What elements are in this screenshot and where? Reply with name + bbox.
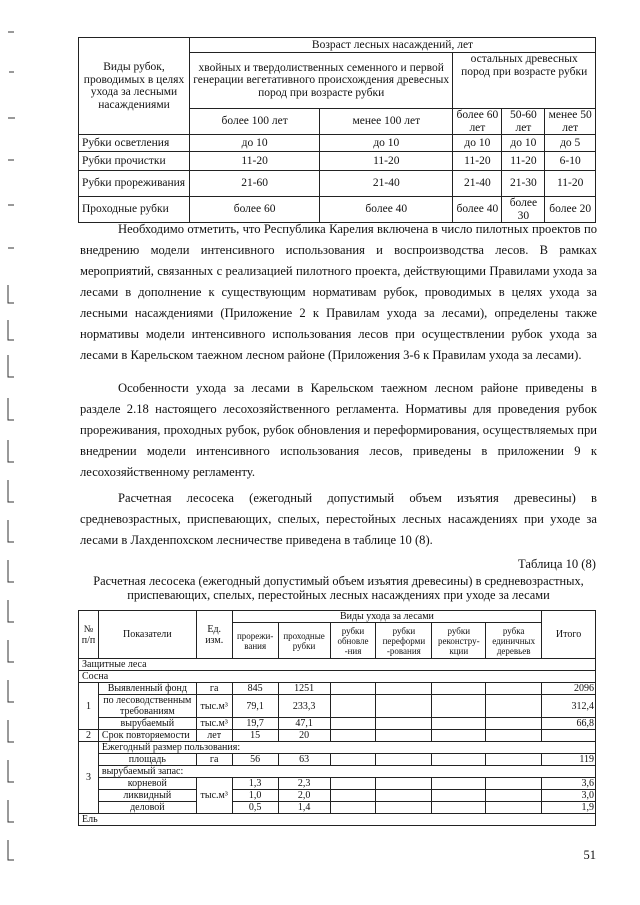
cell <box>376 730 432 742</box>
indicator-label: по лесоводственным требованиям <box>98 695 196 718</box>
cell: 0,5 <box>232 802 278 814</box>
cell: до 10 <box>320 135 453 152</box>
table-row <box>79 802 596 814</box>
indicator-label: Выявленный фонд <box>98 683 196 695</box>
cell <box>486 778 542 790</box>
cutting-age-table <box>78 37 596 223</box>
row-number: 1 <box>79 683 99 730</box>
indicator-group-label: вырубаемый запас: <box>98 766 595 778</box>
table-title: Расчетная лесосека (ежегодный допустимый объем изъятия древесины) в средневозрастных, приспевающих, спелых, перестойных лесных насаждениях при уходе за лесами <box>93 574 584 602</box>
row-name: Проходные рубки <box>79 197 190 223</box>
unit-cell: тыс.м³ <box>196 718 232 730</box>
cell: 233,3 <box>278 695 330 718</box>
kind-header: рубки реконстру-кции <box>432 623 486 659</box>
age-group-header: Возраст лесных насаждений, лет <box>190 38 596 53</box>
indicator-group-label: Ежегодный размер пользования: <box>98 742 595 754</box>
species-row: Ель <box>79 814 596 826</box>
row-number: 2 <box>79 730 99 742</box>
cell <box>432 790 486 802</box>
body-paragraph-3: Расчетная лесосека (ежегодный допустимый объем изъятия древесины) в средневозрастных, приспевающих, спелых, перестойных лесных насаждениях при уходе за лесами в Лахденпохском лесничестве приведена в таблице 10 (8). <box>80 491 597 547</box>
kind-header: рубки обновле -ния <box>330 623 376 659</box>
table-row <box>79 754 596 766</box>
indicator-label: корневой <box>98 778 196 790</box>
cell: до 10 <box>453 135 502 152</box>
unit-cell: га <box>196 754 232 766</box>
section-row: Защитные леса <box>79 659 596 671</box>
cell: 2,0 <box>278 790 330 802</box>
cell: 11-20 <box>320 152 453 171</box>
allowable-cut-table <box>78 610 596 826</box>
cell <box>432 683 486 695</box>
indicator-label: ликвидный <box>98 790 196 802</box>
cell: 11-20 <box>453 152 502 171</box>
cell <box>376 695 432 718</box>
cell: 11-20 <box>190 152 320 171</box>
cell: 63 <box>278 754 330 766</box>
cell <box>330 718 376 730</box>
cell: 11-20 <box>502 152 545 171</box>
cell: более 60 <box>190 197 320 223</box>
cell <box>486 683 542 695</box>
cell <box>330 730 376 742</box>
indicator-label: Срок повторяемости <box>98 730 196 742</box>
species-row: Сосна <box>79 671 596 683</box>
cell: 1,4 <box>278 802 330 814</box>
cell: более 40 <box>453 197 502 223</box>
cell <box>432 754 486 766</box>
age-subheader: более 100 лет <box>190 109 320 135</box>
total-cell: 3,6 <box>542 778 596 790</box>
age-subheader: более 60 лет <box>453 109 502 135</box>
cell: 21-30 <box>502 171 545 197</box>
cell: 21-40 <box>453 171 502 197</box>
age-subheader: менее 100 лет <box>320 109 453 135</box>
cutting-type-header: Виды рубок, проводимых в целях ухода за лесными насаждениями <box>79 38 190 135</box>
indicator-label: вырубаемый <box>98 718 196 730</box>
body-paragraph-2: Особенности ухода за лесами в Карельском таежном лесном районе приведены в разделе 2.18 настоящего лесохозяйственного регламента. Нормативы для проведения рубок прореживания, проходных рубок, рубок обновления и переформирования, осуществляемых при внедрении модели интенсивного использования лесов, приведены в приложении 9 к лесохозяйственному регламенту. <box>80 381 597 479</box>
other-species-group-header: остальных древесных пород при возрасте рубки <box>453 53 596 109</box>
cell <box>486 718 542 730</box>
cell <box>376 754 432 766</box>
cell <box>432 695 486 718</box>
cell <box>486 802 542 814</box>
table-row <box>79 171 596 197</box>
cell: 1,0 <box>232 790 278 802</box>
cell: 15 <box>232 730 278 742</box>
conifer-group-header: хвойных и твердолиственных семенного и первой генерации вегетативного происхождения древесных пород при возрасте рубки <box>190 53 453 109</box>
cell <box>376 683 432 695</box>
cell: до 10 <box>190 135 320 152</box>
kind-header: прорежи-вания <box>232 623 278 659</box>
cell <box>330 683 376 695</box>
cell <box>486 730 542 742</box>
cell <box>330 802 376 814</box>
cell: до 10 <box>502 135 545 152</box>
unit-cell: тыс.м³ <box>196 778 232 814</box>
cell <box>486 790 542 802</box>
total-cell: 3,0 <box>542 790 596 802</box>
table-row <box>79 718 596 730</box>
cell <box>432 730 486 742</box>
cell <box>376 718 432 730</box>
care-kinds-header: Виды ухода за лесами <box>232 611 541 623</box>
cell <box>432 778 486 790</box>
cell: более 40 <box>320 197 453 223</box>
cell: 21-60 <box>190 171 320 197</box>
unit-header: Ед. изм. <box>196 611 232 659</box>
cell: 6-10 <box>545 152 596 171</box>
cell: 2,3 <box>278 778 330 790</box>
row-name: Рубки осветления <box>79 135 190 152</box>
indicator-label: площадь <box>98 754 196 766</box>
cell: более 30 <box>502 197 545 223</box>
indicator-label: деловой <box>98 802 196 814</box>
total-cell <box>542 730 596 742</box>
total-cell: 1,9 <box>542 802 596 814</box>
body-paragraph-1: Необходимо отметить, что Республика Карелия включена в число пилотных проектов по внедрению модели интенсивного использования и воспроизводства лесов. В рамках мероприятий, связанных с реализацией пилотного проекта, действующими Правилами ухода за лесами в дополнение к существующим нормативам рубок, проводимых в целях ухода за лесными насаждениями (Приложение 2 к Правилам ухода за лесами), определены также нормативы модели интенсивного использования лесов при осуществлении рубок ухода за лесами в Карельском таежном лесном районе (Приложения 3-6 к Правилам ухода за лесами). <box>80 222 597 362</box>
cell: более 20 <box>545 197 596 223</box>
unit-cell: га <box>196 683 232 695</box>
table-row <box>79 135 596 152</box>
kind-header: рубки переформи -рования <box>376 623 432 659</box>
cell <box>376 790 432 802</box>
cell <box>432 802 486 814</box>
total-header: Итого <box>542 611 596 659</box>
total-cell: 312,4 <box>542 695 596 718</box>
cell: 20 <box>278 730 330 742</box>
unit-cell: тыс.м³ <box>196 695 232 718</box>
table-row <box>79 152 596 171</box>
row-name: Рубки прочистки <box>79 152 190 171</box>
kind-header: рубка единичных деревьев <box>486 623 542 659</box>
num-header: № п/п <box>79 611 99 659</box>
table-row <box>79 778 596 790</box>
unit-cell: лет <box>196 730 232 742</box>
cell: 47,1 <box>278 718 330 730</box>
cell <box>330 695 376 718</box>
cell: 21-40 <box>320 171 453 197</box>
cell: 79,1 <box>232 695 278 718</box>
indicators-header: Показатели <box>98 611 196 659</box>
table-row <box>79 683 596 695</box>
cell <box>376 778 432 790</box>
total-cell: 66,8 <box>542 718 596 730</box>
kind-header: проходные рубки <box>278 623 330 659</box>
age-subheader: 50-60 лет <box>502 109 545 135</box>
cell: 56 <box>232 754 278 766</box>
cell <box>432 718 486 730</box>
cell: 11-20 <box>545 171 596 197</box>
cell: до 5 <box>545 135 596 152</box>
cell: 19,7 <box>232 718 278 730</box>
age-subheader: менее 50 лет <box>545 109 596 135</box>
table-row <box>79 742 596 754</box>
page-number: 51 <box>583 848 596 862</box>
table-row <box>79 766 596 778</box>
cell: 845 <box>232 683 278 695</box>
table-row <box>79 695 596 718</box>
table-row <box>79 730 596 742</box>
cell <box>330 778 376 790</box>
row-number: 3 <box>79 742 99 814</box>
table-caption: Таблица 10 (8) <box>518 557 596 571</box>
cell: 1251 <box>278 683 330 695</box>
row-name: Рубки прореживания <box>79 171 190 197</box>
cell <box>486 754 542 766</box>
cell: 1,3 <box>232 778 278 790</box>
total-cell: 119 <box>542 754 596 766</box>
cell <box>330 790 376 802</box>
cell <box>376 802 432 814</box>
total-cell: 2096 <box>542 683 596 695</box>
cell <box>330 754 376 766</box>
cell <box>486 695 542 718</box>
table-row <box>79 790 596 802</box>
